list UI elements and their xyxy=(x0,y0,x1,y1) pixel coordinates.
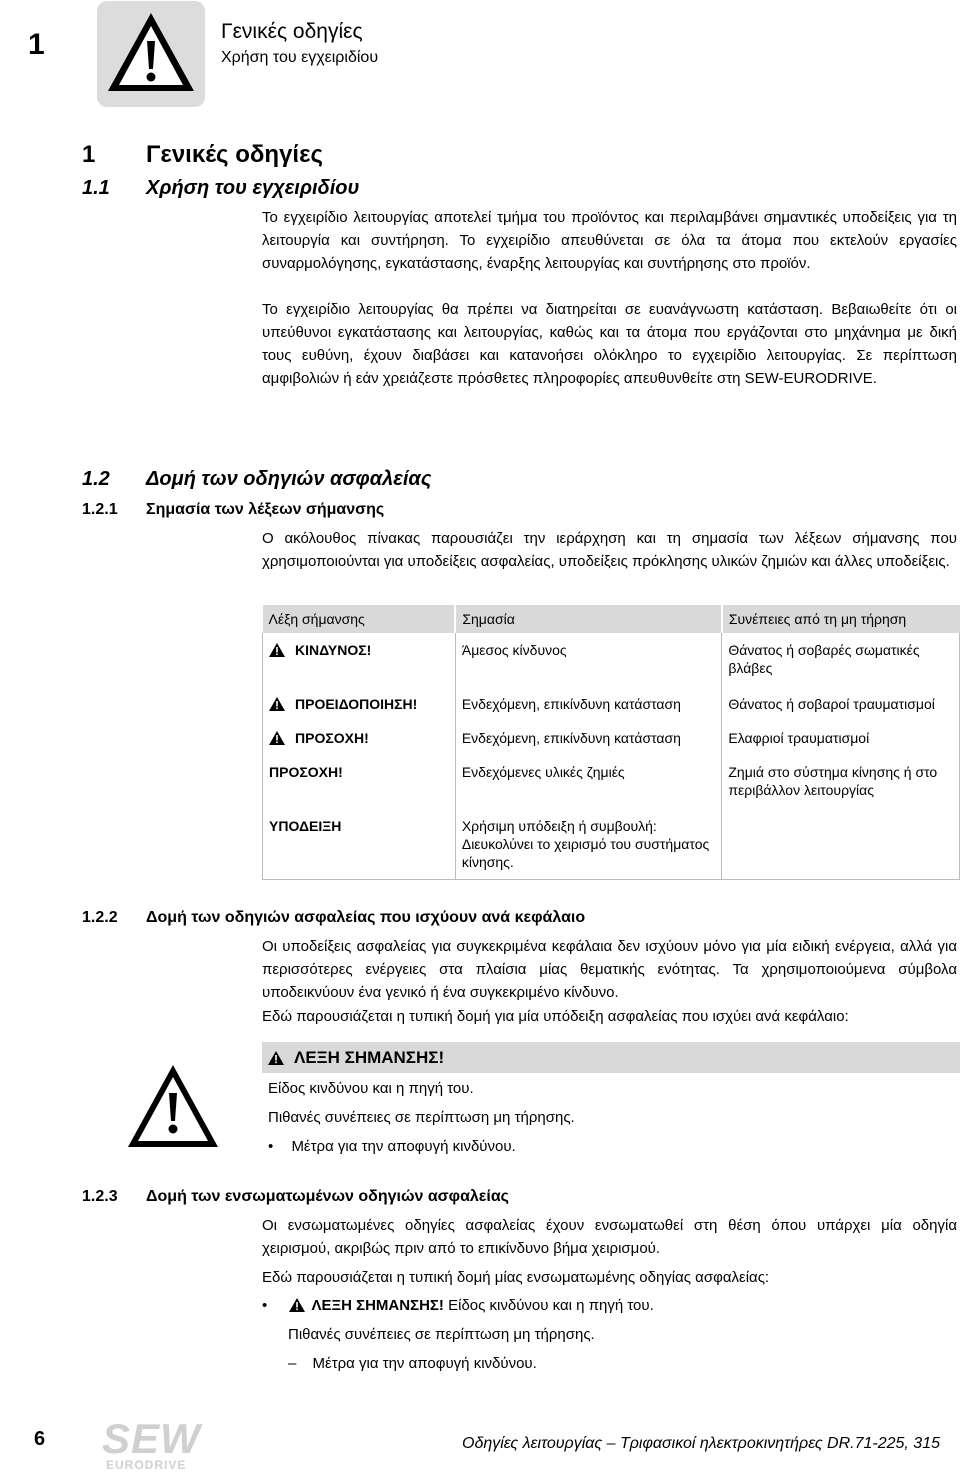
dash-marker: – xyxy=(288,1355,297,1372)
signal-meaning: Χρήσιμη υπόδειξη ή συμβουλή: Διευκολύνει το χειρισμό του συστήματος κίνησης. xyxy=(455,805,722,880)
section-1-1-title: Χρήση του εγχειριδίου xyxy=(146,177,360,199)
signal-word: ΠΡΟΣΟΧΗ! xyxy=(295,730,369,746)
embedded-signal-line xyxy=(262,1297,654,1314)
section-1-2-1-paragraph: Ο ακόλουθος πίνακας παρουσιάζει την ιεράρχηση και τη σημασία των λέξεων σήμανσης που χρησιμοποιούνται για υποδείξεις ασφαλείας, υποδείξεις πρόκλησης υλικών ζημιών και άλλες υποδείξεις. xyxy=(262,530,957,570)
section-1-2-number: 1.2 xyxy=(82,468,110,490)
signal-consequence: Θάνατος ή σοβαροί τραυματισμοί xyxy=(722,683,960,719)
warning-triangle-icon xyxy=(97,1,205,107)
logo-bottom-text: EURODRIVE xyxy=(106,1458,187,1472)
embedded-measure-line xyxy=(288,1355,537,1372)
signal-consequence xyxy=(722,805,960,880)
header-subtitle: Χρήση του εγχειριδίου xyxy=(221,49,379,66)
chapter-number: 1 xyxy=(28,28,45,61)
consequence-line: Πιθανές συνέπειες σε περίπτωση μη τήρησης. xyxy=(268,1109,575,1126)
section-1-2-title: Δομή των οδηγιών ασφαλείας xyxy=(146,468,432,490)
section-1-2-2-number: 1.2.2 xyxy=(82,909,118,926)
signal-word: ΚΙΝΔΥΝΟΣ! xyxy=(295,642,372,658)
bullet-marker: • xyxy=(268,1138,274,1155)
bullet-marker: • xyxy=(262,1297,268,1314)
section-1-2-3-paragraph-1: Οι ενσωματωμένες οδηγίες ασφαλείας έχουν ενσωματωθεί στη θέση όπου υπάρχει μία οδηγία χειρισμού, ακριβώς πριν από το επικίνδυνο βήμα χειρισμού. xyxy=(262,1217,957,1257)
embedded-signal-text: Είδος κινδύνου και η πηγή του. xyxy=(448,1297,654,1314)
embedded-consequence-line: Πιθανές συνέπειες σε περίπτωση μη τήρησης. xyxy=(288,1326,595,1343)
signal-meaning: Ενδεχόμενες υλικές ζημιές xyxy=(455,753,722,805)
table-header-cell: Λέξη σήμανσης xyxy=(263,605,456,633)
section-1-title: Γενικές οδηγίες xyxy=(146,141,323,168)
section-1-1-paragraph-1: Το εγχειρίδιο λειτουργίας αποτελεί τμήμα του προϊόντος και περιλαμβάνει σημαντικές υποδείξεις για τη λειτουργία και συντήρηση. Το εγχειρίδιο απευθύνεται σε όλα τα άτομα που εκτελούν εργασίες συναρμολόγησης, εγκατάστασης, έναρξης λειτουργίας και συντήρησης στο προϊόν. xyxy=(262,209,957,272)
signal-word-table xyxy=(262,605,960,880)
signal-consequence: Ελαφριοί τραυματισμοί xyxy=(722,719,960,753)
section-1-2-2-title: Δομή των οδηγιών ασφαλείας που ισχύουν ανά κεφάλαιο xyxy=(146,909,586,926)
section-1-2-2-paragraph-1: Οι υποδείξεις ασφαλείας για συγκεκριμένα κεφάλαια δεν ισχύουν μόνο για μία ειδική ενέργεια, αλλά για περισσότερες ενέργειες στα πλαίσια μίας θεματικής ενότητας. Τα χρησιμοποιούμενα σύμβολα υποδεικνύουν ένα γενικό ή ένα συγκεκριμένο κίνδυνο. xyxy=(262,938,957,1001)
warning-triangle-icon xyxy=(269,697,285,711)
hazard-type-line: Είδος κινδύνου και η πηγή του. xyxy=(268,1080,474,1097)
table-row xyxy=(263,633,960,683)
sew-eurodrive-logo xyxy=(102,1415,201,1472)
embedded-measure-text: Μέτρα για την αποφυγή κινδύνου. xyxy=(312,1355,537,1372)
signal-box-title: ΛΕΞΗ ΣΗΜΑΝΣΗΣ! xyxy=(294,1048,445,1067)
header-title: Γενικές οδηγίες xyxy=(221,20,363,43)
section-1-1-paragraph-2: Το εγχειρίδιο λειτουργίας θα πρέπει να διατηρείται σε ευανάγνωστη κατάσταση. Βεβαιωθείτε ότι οι υπεύθυνοι εγκατάστασης και λειτουργίας, καθώς και τα άτομα που εργάζονται στο μηχάνημα με δική τους ευθύνη, έχουν διαβάσει και κατανοήσει ολόκληρο το εγχειρίδιο λειτουργίας. Σε περίπτωση αμφιβολιών ή εάν χρειάζεστε πρόσθετες πληροφορίες απευθυνθείτε στη SEW-EURODRIVE. xyxy=(262,301,957,387)
large-warning-symbol xyxy=(126,1063,220,1154)
warning-triangle-icon xyxy=(289,1298,305,1312)
table-header-row xyxy=(263,605,960,633)
page-number: 6 xyxy=(34,1428,46,1450)
warning-triangle-icon xyxy=(269,731,285,745)
table-row xyxy=(263,753,960,805)
signal-meaning: Ενδεχόμενη, επικίνδυνη κατάσταση xyxy=(455,719,722,753)
measure-bullet xyxy=(268,1138,516,1155)
logo-top-text: SEW xyxy=(102,1415,201,1462)
signal-consequence: Θάνατος ή σοβαρές σωματικές βλάβες xyxy=(722,633,960,683)
section-1-2-3-title: Δομή των ενσωματωμένων οδηγιών ασφαλείας xyxy=(146,1188,509,1205)
table-header-cell: Σημασία xyxy=(455,605,722,633)
measure-text: Μέτρα για την αποφυγή κινδύνου. xyxy=(291,1138,516,1155)
signal-word: ΥΠΟΔΕΙΞΗ xyxy=(269,818,342,834)
warning-triangle-icon xyxy=(269,643,285,657)
signal-meaning: Άμεσος κίνδυνος xyxy=(455,633,722,683)
signal-consequence: Ζημιά στο σύστημα κίνησης ή στο περιβάλλον λειτουργίας xyxy=(722,753,960,805)
section-1-2-2-paragraph-2: Εδώ παρουσιάζεται η τυπική δομή για μία υπόδειξη ασφαλείας που ισχύει ανά κεφάλαιο: xyxy=(262,1008,849,1025)
warning-triangle-icon xyxy=(126,1063,220,1149)
section-1-1-number: 1.1 xyxy=(82,177,110,199)
section-1-number: 1 xyxy=(82,141,96,168)
signal-word: ΠΡΟΕΙΔΟΠΟΙΗΣΗ! xyxy=(295,696,418,712)
section-1-2-3-number: 1.2.3 xyxy=(82,1188,118,1205)
signal-box-header xyxy=(262,1042,960,1073)
section-1-2-1-title: Σημασία των λέξεων σήμανσης xyxy=(146,501,385,518)
table-row xyxy=(263,805,960,880)
table-row xyxy=(263,683,960,719)
table-row xyxy=(263,719,960,753)
signal-meaning: Ενδεχόμενη, επικίνδυνη κατάσταση xyxy=(455,683,722,719)
header-warning-box xyxy=(97,1,205,107)
footer-document-title: Οδηγίες λειτουργίας – Τριφασικοί ηλεκτροκινητήρες DR.71-225, 315 xyxy=(462,1435,940,1452)
embedded-signal-word: ΛΕΞΗ ΣΗΜΑΝΣΗΣ! xyxy=(311,1297,444,1314)
table-header-cell: Συνέπειες από τη μη τήρηση xyxy=(722,605,960,633)
warning-triangle-icon xyxy=(268,1051,284,1065)
section-1-2-1-number: 1.2.1 xyxy=(82,501,118,518)
section-1-2-3-paragraph-2: Εδώ παρουσιάζεται η τυπική δομή μίας ενσωματωμένης οδηγίας ασφαλείας: xyxy=(262,1269,770,1286)
signal-word: ΠΡΟΣΟΧΗ! xyxy=(269,764,343,780)
